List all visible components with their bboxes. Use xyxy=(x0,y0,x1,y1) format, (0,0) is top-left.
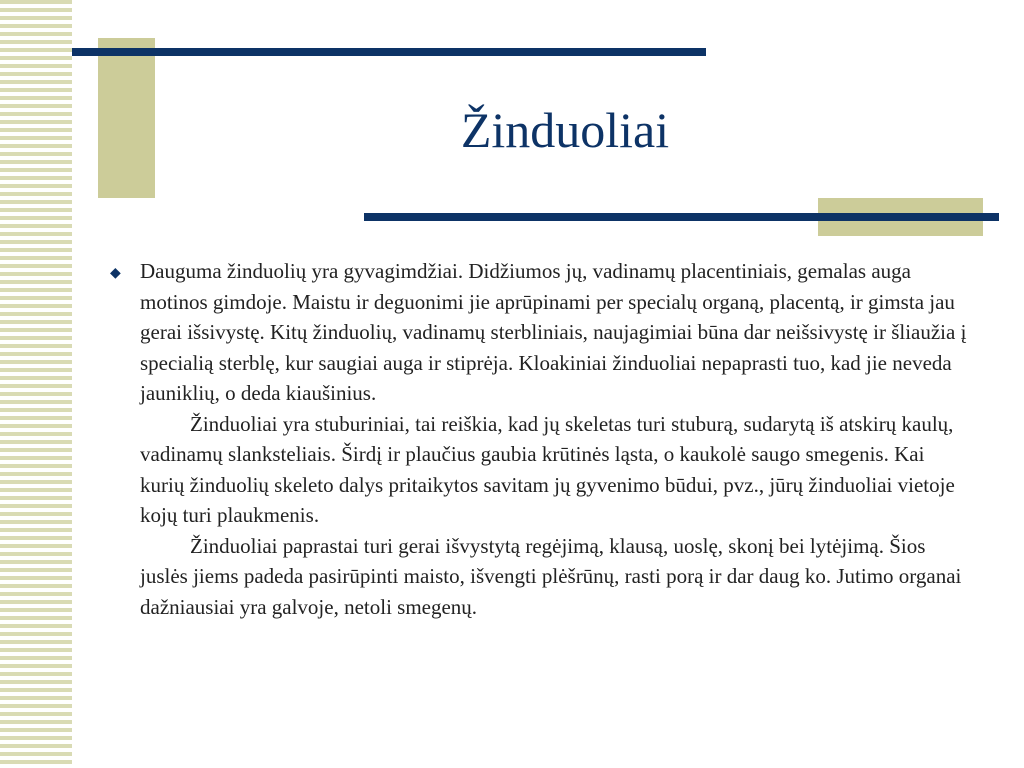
accent-block-top xyxy=(98,38,155,198)
paragraph-senses: Žinduoliai paprastai turi gerai išvystytą regėjimą, klausą, uoslę, skonį bei lytėjimą. Šios juslės jiems padeda pasirūpinti maisto, išvengti plėšrūnų, rasti porą ir dar daug ko. Jutimo organai dažniausiai yra galvoje, netoli smegenų. xyxy=(140,533,962,619)
slide-title: Žinduoliai xyxy=(460,102,670,158)
diamond-bullet-icon: ◆ xyxy=(110,266,121,281)
bullet-body xyxy=(140,256,970,622)
title-rule-bottom xyxy=(364,213,999,221)
title-rule-top xyxy=(72,48,706,56)
paragraph-skeleton: Žinduoliai yra stuburiniai, tai reiškia, kad jų skeletas turi stuburą, sudarytą iš atskirų kaulų, vadinamų slanksteliais. Širdį ir plaučius gaubia krūtinės ląsta, o kaukolė saugo smegenis. Kai kurių žinduolių skeleto dalys pritaikytos savitam jų gyvenimo būdui, pvz., jūrų žinduoliai vietoje kojų turi plaukmenis. xyxy=(140,411,955,527)
slide-content xyxy=(110,256,970,622)
decorative-stripe-band xyxy=(0,0,72,768)
paragraph-reproduction: Dauguma žinduolių yra gyvagimdžiai. Didžiumos jų, vadinamų placentiniais, gemalas auga motinos gimdoje. Maistu ir deguonimi jie aprūpinami per specialų organą, placentą, ir gimsta jau gerai išsivystę. Kitų žinduolių, vadinamų sterbliniais, naujagimiai būna dar neišsivystę ir šliaužia į specialią sterblę, kur saugiai auga ir stiprėja. Kloakiniai žinduoliai nepaprasti tuo, kad jie neveda jauniklių, o deda kiaušinius. xyxy=(140,259,967,405)
